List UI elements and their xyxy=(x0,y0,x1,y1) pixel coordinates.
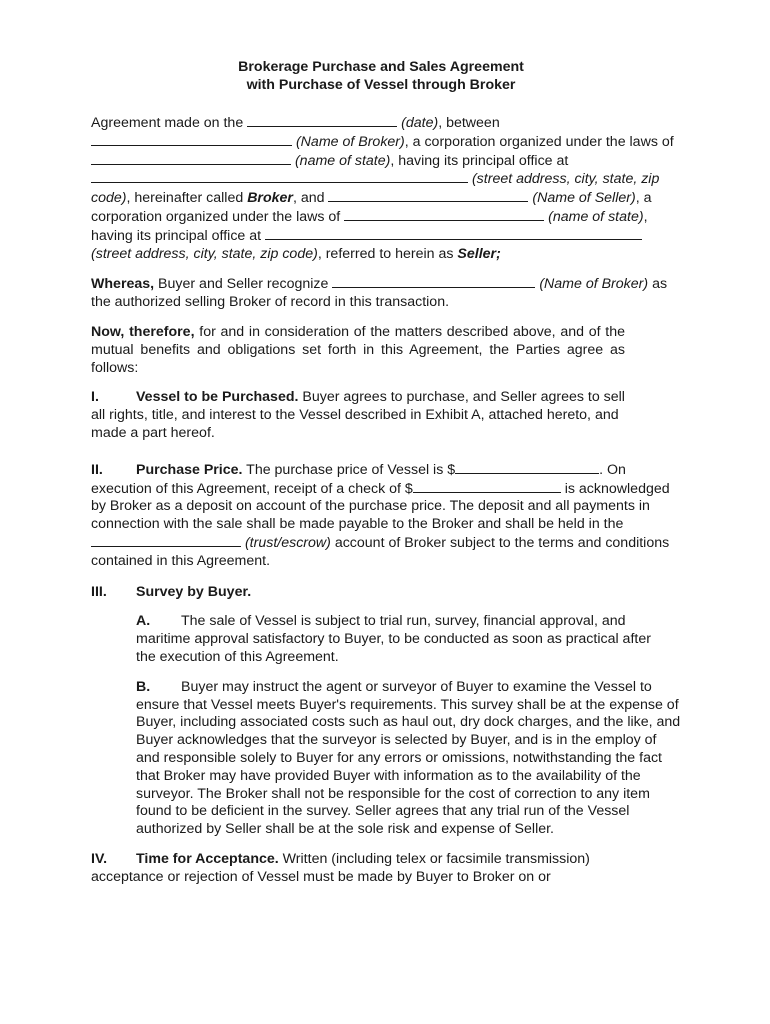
intro-text: , hereinafter called xyxy=(126,190,244,207)
section-4-number: IV. xyxy=(91,850,108,867)
title-line-1: Brokerage Purchase and Sales Agreement xyxy=(238,59,524,75)
section-2-text: The purchase price of Vessel is $ xyxy=(246,461,456,478)
broker-term: Broker xyxy=(247,190,293,207)
section-4-text: Written (including telex or facsimile transmission) acceptance or rejection of Vessel must be made by Buyer to Broker on or xyxy=(91,850,590,885)
intro-text: , a corporation organized under the laws of xyxy=(91,190,652,225)
section-3-b-label: B. xyxy=(136,678,151,695)
section-3-heading: Survey by Buyer. xyxy=(136,583,252,600)
section-1-heading: Vessel to be Purchased. xyxy=(136,389,299,406)
section-3-heading-line xyxy=(91,584,681,602)
document-page xyxy=(91,58,681,886)
intro-text: , a corporation organized under the laws of xyxy=(404,133,674,150)
deposit-amount-blank[interactable] xyxy=(413,480,561,493)
whereas-broker-blank[interactable] xyxy=(332,275,535,288)
section-2-text: is acknowledged by Broker as a deposit on account of the purchase price. The deposit and all payments in connection with the sale shall be made payable to the Broker and shall be held in the xyxy=(91,480,670,533)
whereas-text: Buyer and Seller recognize xyxy=(158,276,329,293)
section-2-number: II. xyxy=(91,461,103,478)
seller-name-label: (Name of Seller) xyxy=(532,190,636,207)
date-label: (date) xyxy=(401,115,439,131)
broker-state-label: (name of state) xyxy=(294,152,391,169)
whereas-lead: Whereas, xyxy=(91,276,155,293)
section-1 xyxy=(91,389,627,442)
broker-state-blank[interactable] xyxy=(91,152,291,165)
seller-state-blank[interactable] xyxy=(344,208,544,221)
intro-text: , having its principal office at xyxy=(390,152,569,169)
whereas-text: as the authorized selling Broker of record in this transaction. xyxy=(91,276,668,311)
now-therefore-text: for and in consideration of the matters described above, and of the mutual benefits and obligations set forth in this Agreement, the Parties agree as follows: xyxy=(91,323,625,376)
title-line-2: with Purchase of Vessel through Broker xyxy=(246,77,516,93)
now-therefore-lead: Now, therefore, xyxy=(91,323,195,340)
section-3-a xyxy=(136,613,656,666)
section-3-a-text: The sale of Vessel is subject to trial run, survey, financial approval, and maritime approval satisfactory to Buyer, to be conducted as soon as practical after the execution of this Agreement. xyxy=(136,613,651,665)
seller-state-label: (name of state) xyxy=(548,208,644,225)
whereas-broker-label: (Name of Broker) xyxy=(539,276,649,293)
intro-text: Agreement made on the xyxy=(91,115,244,131)
seller-address-blank[interactable] xyxy=(265,227,642,240)
date-blank[interactable] xyxy=(247,114,397,127)
section-3-b-text: Buyer may instruct the agent or surveyor of Buyer to examine the Vessel to ensure that Vessel meets Buyer's requirements. This survey shall be at the expense of Buyer, including associated costs such as haul out, dry dock charges, and the like, and Buyer acknowledges that the surveyor is selected by Buyer, and is in the employ of and responsible solely to Buyer for any errors or omissions, notwithstanding the fact that Broker may have provided Buyer with information as to the availability of the surveyor. The Broker shall not be responsible for the cost of correction to any item found to be deficient in the survey. Seller agrees that any trial run of the Vessel authorized by Seller shall be at the sole risk and expense of Seller. xyxy=(136,678,681,838)
intro-paragraph xyxy=(91,114,681,263)
account-type-blank[interactable] xyxy=(91,534,241,547)
seller-term: Seller; xyxy=(457,245,501,262)
intro-text: , and xyxy=(292,190,325,207)
section-2-text: account of Broker subject to the terms and conditions contained in this Agreement. xyxy=(91,534,670,569)
section-4 xyxy=(91,851,636,887)
section-3-b xyxy=(136,679,681,839)
intro-text: , referred to herein as xyxy=(317,245,454,262)
intro-text: , having its principal office at xyxy=(91,208,648,244)
intro-text: , between xyxy=(438,115,500,131)
section-2-text: . On execution of this Agreement, receipt of a check of $ xyxy=(91,461,626,497)
seller-address-label: (street address, city, state, zip code) xyxy=(91,245,318,262)
broker-name-blank[interactable] xyxy=(91,133,292,146)
section-1-text: Buyer agrees to purchase, and Seller agrees to sell all rights, title, and interest to the Vessel described in Exhibit A, attached hereto, and made a part hereof. xyxy=(91,389,625,441)
broker-name-label: (Name of Broker) xyxy=(295,133,405,150)
document-title xyxy=(81,58,681,94)
trust-escrow-label: (trust/escrow) xyxy=(244,534,331,551)
whereas-paragraph xyxy=(91,275,681,312)
section-1-number: I. xyxy=(91,389,99,406)
broker-address-label: (street address, city, state, zip code) xyxy=(91,171,660,207)
section-2-heading: Purchase Price. xyxy=(136,461,243,478)
section-2 xyxy=(91,461,681,571)
section-4-heading: Time for Acceptance. xyxy=(136,850,279,867)
now-therefore-paragraph xyxy=(91,324,625,377)
section-3-number: III. xyxy=(91,583,107,600)
broker-address-blank[interactable] xyxy=(91,170,468,183)
purchase-price-blank[interactable] xyxy=(455,461,599,474)
section-3-a-label: A. xyxy=(136,613,151,630)
seller-name-blank[interactable] xyxy=(328,189,528,202)
